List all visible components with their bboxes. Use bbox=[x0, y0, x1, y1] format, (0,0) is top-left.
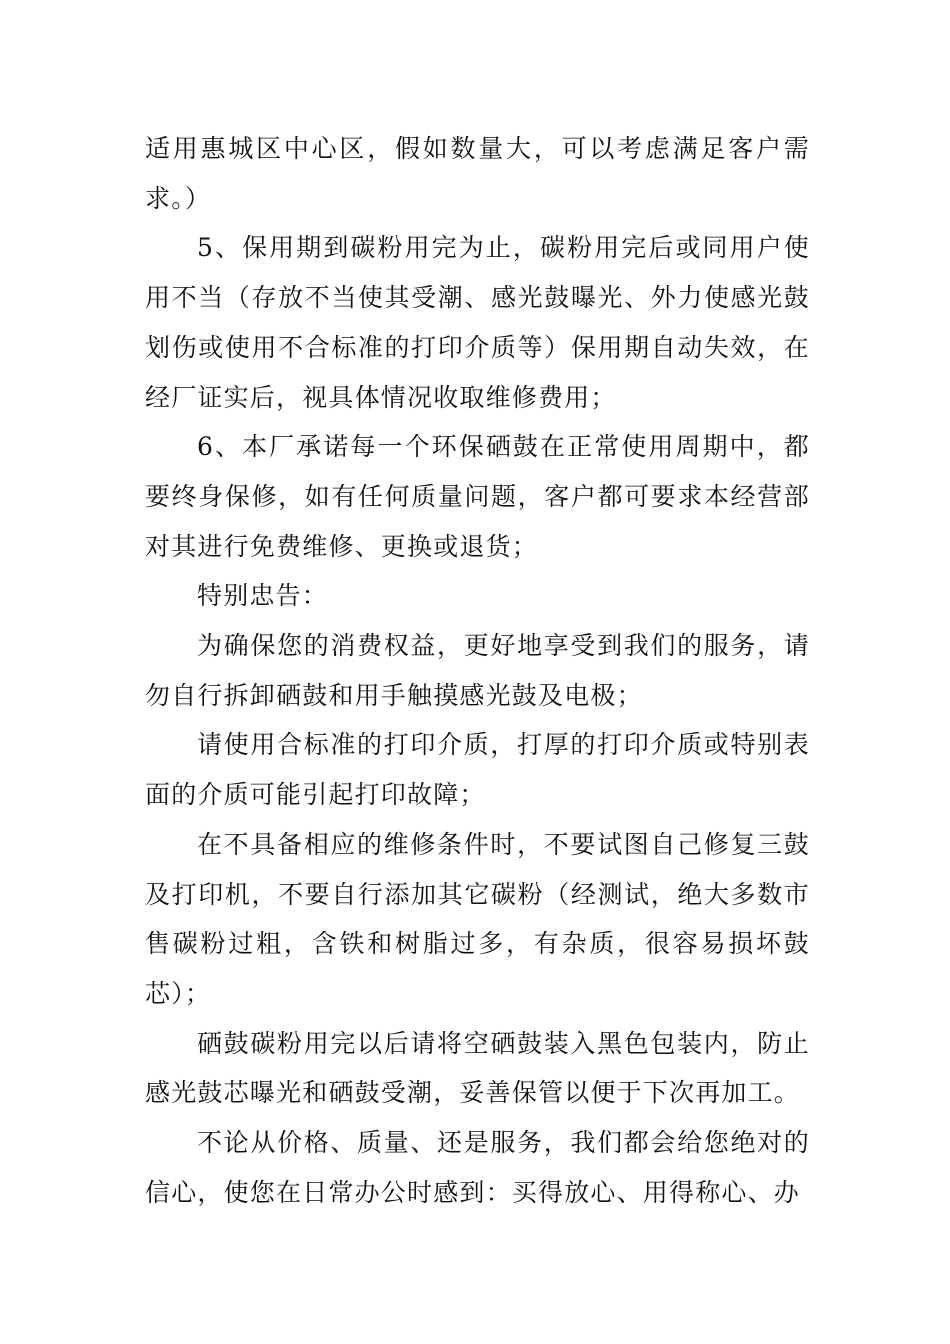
paragraph-warranty-6: 6、本厂承诺每一个环保硒鼓在正常使用周期中，都要终身保修，如有任何质量问题，客户都可要求本经营部对其进行免费维修、更换或退货； bbox=[145, 432, 810, 561]
paragraph-closing: 不论从价格、质量、还是服务，我们都会给您绝对的信心，使您在日常办公时感到：买得放心、用得称心、办 bbox=[145, 1128, 810, 1207]
body-text bbox=[145, 124, 810, 1217]
paragraph-notice-3: 在不具备相应的维修条件时，不要试图自己修复三鼓及打印机，不要自行添加其它碳粉（经测试，绝大多数市售碳粉过粗，含铁和树脂过多，有杂质，很容易损坏鼓芯）； bbox=[145, 829, 810, 1008]
paragraph-notice-4: 硒鼓碳粉用完以后请将空硒鼓装入黑色包装内，防止感光鼓芯曝光和硒鼓受潮，妥善保管以便于下次再加工。 bbox=[145, 1028, 810, 1108]
paragraph-notice-2: 请使用合标准的打印介质，打厚的打印介质或特别表面的介质可能引起打印故障； bbox=[145, 730, 810, 810]
paragraph-continuation: 适用惠城区中心区，假如数量大，可以考虑满足客户需求。） bbox=[145, 134, 810, 213]
paragraph-warranty-5: 5、保用期到碳粉用完为止，碳粉用完后或同用户使用不当（存放不当使其受潮、感光鼓曝光、外力使感光鼓划伤或使用不合标准的打印介质等）保用期自动失效，在经厂证实后，视具体情况收取维修费用； bbox=[145, 233, 810, 412]
paragraph-notice-1: 为确保您的消费权益，更好地享受到我们的服务，请勿自行拆卸硒鼓和用手触摸感光鼓及电极； bbox=[145, 631, 810, 710]
paragraph-special-notice-heading: 特别忠告： bbox=[197, 581, 329, 611]
